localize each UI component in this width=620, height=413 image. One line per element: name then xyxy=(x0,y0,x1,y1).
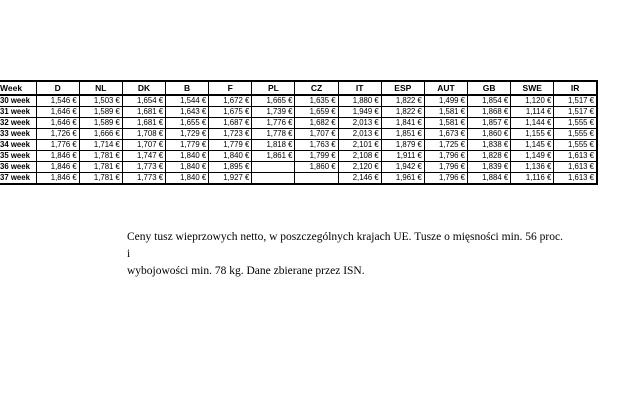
price-cell: 1,861 € xyxy=(252,151,295,162)
price-cell: 1,839 € xyxy=(468,162,511,173)
price-cell: 1,868 € xyxy=(468,107,511,118)
price-cell: 1,949 € xyxy=(338,107,381,118)
column-header-pl: PL xyxy=(252,81,295,95)
column-header-aut: AUT xyxy=(424,81,467,95)
price-cell: 1,136 € xyxy=(511,162,554,173)
price-cell: 1,851 € xyxy=(381,129,424,140)
price-cell: 1,673 € xyxy=(424,129,467,140)
column-header-it: IT xyxy=(338,81,381,95)
price-cell: 2,013 € xyxy=(338,129,381,140)
price-cell: 1,841 € xyxy=(381,118,424,129)
price-cell: 1,672 € xyxy=(209,95,252,107)
price-cell: 1,860 € xyxy=(468,129,511,140)
price-cell: 1,911 € xyxy=(381,151,424,162)
price-table-container xyxy=(0,80,598,185)
price-cell: 1,687 € xyxy=(209,118,252,129)
price-cell: 1,517 € xyxy=(554,95,597,107)
week-label-cell: 36 week xyxy=(0,162,36,173)
price-cell: 1,776 € xyxy=(252,118,295,129)
table-row xyxy=(0,173,597,185)
price-cell: 1,799 € xyxy=(295,151,338,162)
price-cell: 1,708 € xyxy=(122,129,165,140)
price-cell: 1,707 € xyxy=(122,140,165,151)
price-cell: 1,846 € xyxy=(36,151,79,162)
column-header-dk: DK xyxy=(122,81,165,95)
price-cell: 1,145 € xyxy=(511,140,554,151)
week-label-cell: 32 week xyxy=(0,118,36,129)
price-cell: 1,581 € xyxy=(424,118,467,129)
price-cell: 1,796 € xyxy=(424,162,467,173)
price-cell: 1,725 € xyxy=(424,140,467,151)
price-cell: 1,654 € xyxy=(122,95,165,107)
price-cell: 1,840 € xyxy=(166,162,209,173)
price-cell: 1,589 € xyxy=(79,118,122,129)
column-header-week: Week xyxy=(0,81,36,95)
price-cell: 1,739 € xyxy=(252,107,295,118)
price-cell: 1,781 € xyxy=(79,173,122,185)
price-cell: 1,822 € xyxy=(381,95,424,107)
header-row xyxy=(0,81,597,95)
price-cell: 1,707 € xyxy=(295,129,338,140)
price-cell: 1,860 € xyxy=(295,162,338,173)
week-label-cell: 33 week xyxy=(0,129,36,140)
price-cell: 1,895 € xyxy=(209,162,252,173)
price-cell: 2,013 € xyxy=(338,118,381,129)
table-header xyxy=(0,81,597,95)
price-cell: 1,781 € xyxy=(79,151,122,162)
price-cell: 1,961 € xyxy=(381,173,424,185)
price-cell: 1,884 € xyxy=(468,173,511,185)
column-header-nl: NL xyxy=(79,81,122,95)
price-cell: 1,555 € xyxy=(554,140,597,151)
week-label-cell: 35 week xyxy=(0,151,36,162)
price-cell: 1,822 € xyxy=(381,107,424,118)
price-cell: 1,778 € xyxy=(252,129,295,140)
price-cell: 1,818 € xyxy=(252,140,295,151)
table-row xyxy=(0,118,597,129)
column-header-d: D xyxy=(36,81,79,95)
week-label-cell: 31 week xyxy=(0,107,36,118)
price-cell: 1,503 € xyxy=(79,95,122,107)
week-label-cell: 34 week xyxy=(0,140,36,151)
price-cell: 1,635 € xyxy=(295,95,338,107)
table-row xyxy=(0,95,597,107)
price-cell: 1,796 € xyxy=(424,173,467,185)
price-cell: 1,879 € xyxy=(381,140,424,151)
price-cell: 1,776 € xyxy=(36,140,79,151)
price-cell: 1,555 € xyxy=(554,129,597,140)
price-cell: 1,613 € xyxy=(554,162,597,173)
price-cell: 1,729 € xyxy=(166,129,209,140)
price-cell: 1,840 € xyxy=(209,151,252,162)
price-cell: 1,589 € xyxy=(79,107,122,118)
price-cell: 1,116 € xyxy=(511,173,554,185)
price-cell xyxy=(295,173,338,185)
column-header-ir: IR xyxy=(554,81,597,95)
table-row xyxy=(0,151,597,162)
price-cell: 1,846 € xyxy=(36,173,79,185)
price-cell: 2,120 € xyxy=(338,162,381,173)
table-row xyxy=(0,162,597,173)
price-cell: 1,681 € xyxy=(122,107,165,118)
price-cell: 1,643 € xyxy=(166,107,209,118)
price-cell: 1,646 € xyxy=(36,107,79,118)
price-cell: 1,120 € xyxy=(511,95,554,107)
price-cell: 1,796 € xyxy=(424,151,467,162)
price-cell: 1,880 € xyxy=(338,95,381,107)
price-cell: 1,681 € xyxy=(122,118,165,129)
table-row xyxy=(0,129,597,140)
price-cell: 1,773 € xyxy=(122,173,165,185)
price-cell: 1,846 € xyxy=(36,162,79,173)
column-header-gb: GB xyxy=(468,81,511,95)
column-header-f: F xyxy=(209,81,252,95)
week-label-cell: 30 week xyxy=(0,95,36,107)
price-cell: 1,763 € xyxy=(295,140,338,151)
price-cell: 2,146 € xyxy=(338,173,381,185)
price-cell: 1,517 € xyxy=(554,107,597,118)
price-cell: 1,840 € xyxy=(166,151,209,162)
column-header-swe: SWE xyxy=(511,81,554,95)
price-cell: 1,581 € xyxy=(424,107,467,118)
price-cell: 1,854 € xyxy=(468,95,511,107)
price-cell: 1,613 € xyxy=(554,173,597,185)
pork-price-table xyxy=(0,80,598,185)
price-cell: 1,773 € xyxy=(122,162,165,173)
caption-line-2: wybojowości min. 78 kg. Dane zbierane przez ISN. xyxy=(127,265,365,277)
price-cell: 2,108 € xyxy=(338,151,381,162)
week-label-cell: 37 week xyxy=(0,173,36,185)
price-cell: 1,646 € xyxy=(36,118,79,129)
price-cell: 1,655 € xyxy=(166,118,209,129)
column-header-cz: CZ xyxy=(295,81,338,95)
table-caption xyxy=(127,229,567,280)
price-cell: 1,942 € xyxy=(381,162,424,173)
column-header-b: B xyxy=(166,81,209,95)
price-cell: 1,828 € xyxy=(468,151,511,162)
table-row xyxy=(0,140,597,151)
price-cell: 1,682 € xyxy=(295,118,338,129)
caption-line-1: Ceny tusz wieprzowych netto, w poszczególnych krajach UE. Tusze o mięsności min. 56 proc. i xyxy=(127,231,563,260)
table-row xyxy=(0,107,597,118)
price-cell: 1,779 € xyxy=(166,140,209,151)
price-cell: 1,726 € xyxy=(36,129,79,140)
column-header-esp: ESP xyxy=(381,81,424,95)
price-cell: 1,114 € xyxy=(511,107,554,118)
price-cell: 1,155 € xyxy=(511,129,554,140)
price-cell: 1,927 € xyxy=(209,173,252,185)
price-cell: 1,149 € xyxy=(511,151,554,162)
price-cell: 1,675 € xyxy=(209,107,252,118)
price-cell: 1,613 € xyxy=(554,151,597,162)
price-cell: 1,659 € xyxy=(295,107,338,118)
price-cell: 1,555 € xyxy=(554,118,597,129)
price-cell: 1,779 € xyxy=(209,140,252,151)
price-cell: 1,840 € xyxy=(166,173,209,185)
price-cell: 1,857 € xyxy=(468,118,511,129)
price-cell xyxy=(252,173,295,185)
table-body xyxy=(0,95,597,184)
price-cell: 1,723 € xyxy=(209,129,252,140)
price-cell: 1,144 € xyxy=(511,118,554,129)
price-cell: 1,665 € xyxy=(252,95,295,107)
price-cell: 1,781 € xyxy=(79,162,122,173)
price-cell: 1,666 € xyxy=(79,129,122,140)
price-cell: 1,499 € xyxy=(424,95,467,107)
price-cell: 1,544 € xyxy=(166,95,209,107)
price-cell xyxy=(252,162,295,173)
price-cell: 2,101 € xyxy=(338,140,381,151)
price-cell: 1,747 € xyxy=(122,151,165,162)
price-cell: 1,838 € xyxy=(468,140,511,151)
price-cell: 1,714 € xyxy=(79,140,122,151)
price-cell: 1,546 € xyxy=(36,95,79,107)
